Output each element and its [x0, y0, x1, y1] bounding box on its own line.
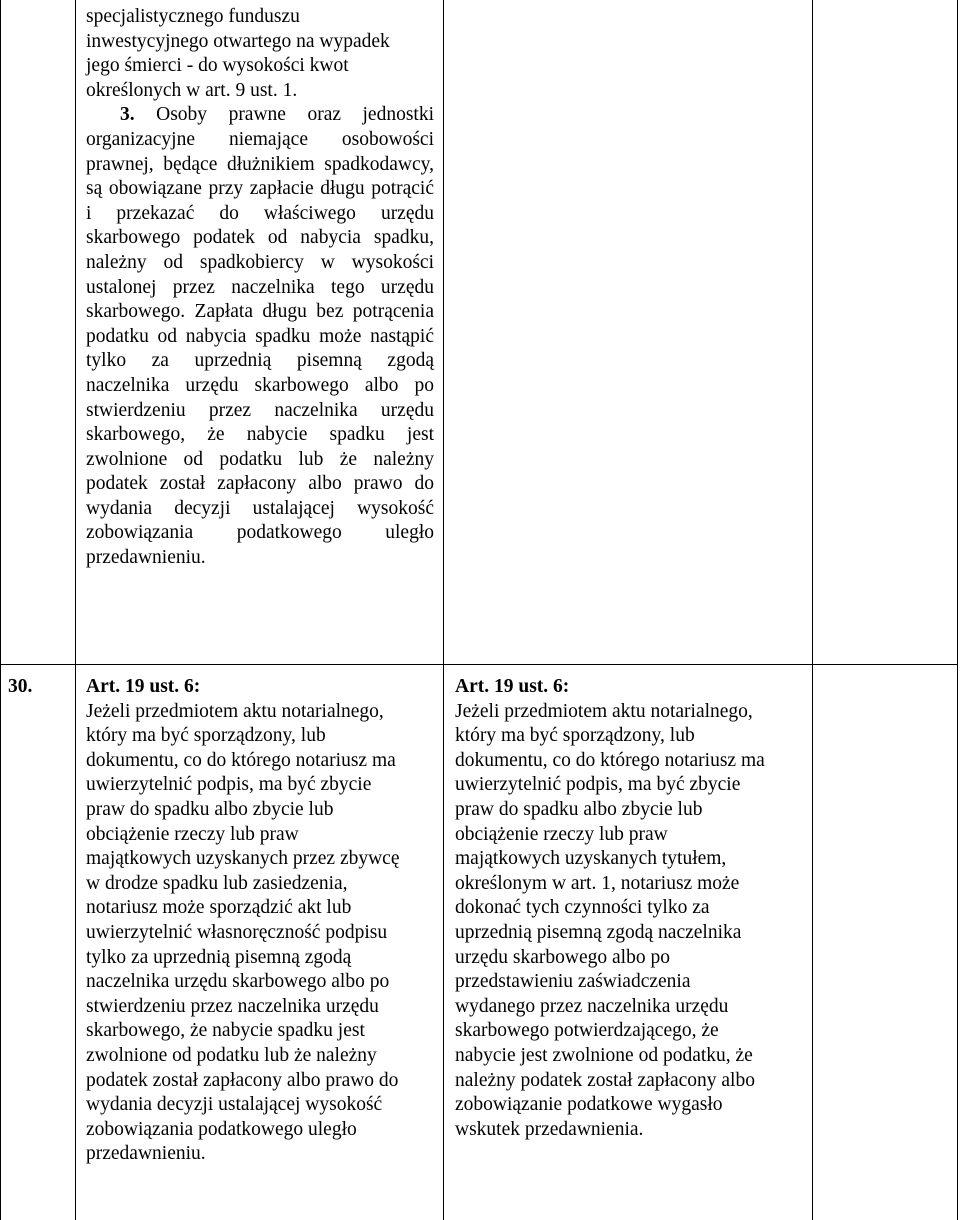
point-text: Osoby prawne oraz jednostki organizacyjne niemające osobowości prawnej, będące dłużnikiem spadkodawcy, są obowiązane przy zapłacie długu potrącić i przekazać do właściwego urzędu skarbowego podatek od nabycia spadku, należny od spadkobiercy w wysokości ustalonej przez naczelnika tego urzędu skarbowego. Zapłata długu bez potrącenia podatku od nabycia spadku może nastąpić tylko za uprzednią pisemną zgodą naczelnika urzędu skarbowego albo po stwierdzeniu przez naczelnika urzędu skarbowego, że nabycie spadku jest zwolnione od podatku lub że należny podatek został zapłacony albo prawo do wydania decyzji ustalającej wysokość zobowiązania podatkowego uległo przedawnieniu.	[86, 104, 435, 569]
text-line: notariusz może sporządzić akt lub	[86, 897, 352, 919]
text-line: wskutek przedawnienia.	[455, 1118, 644, 1140]
text-line: wydanego przez naczelnika urzędu	[455, 995, 729, 1017]
point-3-paragraph	[86, 103, 434, 570]
text-line: wydania decyzji ustalającej wysokość	[86, 1094, 383, 1116]
table-border-col3	[812, 0, 813, 1220]
text-line: uwierzytelnić podpis, ma być zbycie	[86, 774, 372, 796]
text-line: uprzednią pisemną zgodą naczelnika	[455, 921, 742, 943]
text-line: Jeżeli przedmiotem aktu notarialnego,	[86, 700, 384, 722]
text-line: skarbowego, że nabycie spadku jest	[86, 1020, 365, 1042]
text-line: przedstawieniu zaświadczenia	[455, 971, 691, 993]
text-line: dokumentu, co do którego notariusz ma	[455, 749, 765, 771]
article-heading: Art. 19 ust. 6:	[455, 676, 570, 697]
point-number: 3.	[120, 104, 135, 126]
row30-proposed-text-cell	[455, 675, 807, 1142]
text-line: określonym w art. 1, notariusz może	[455, 872, 740, 894]
text-line: uwierzytelnić podpis, ma być zbycie	[455, 774, 741, 796]
text-line: praw do spadku albo zbycie lub	[455, 798, 703, 820]
text-line: stwierdzeniu przez naczelnika urzędu	[86, 995, 379, 1017]
text-line: praw do spadku albo zbycie lub	[86, 798, 334, 820]
text-line: obciążenie rzeczy lub praw	[86, 823, 299, 845]
row30-current-text-cell	[86, 675, 438, 1167]
text-line: inwestycyjnego otwartego na wypadek	[86, 30, 390, 52]
table-border-col2	[443, 0, 444, 1220]
table-border-right	[957, 0, 958, 1220]
text-line: Jeżeli przedmiotem aktu notarialnego,	[455, 700, 753, 722]
text-line: zobowiązania podatkowego uległo	[86, 1118, 357, 1140]
text-line: dokumentu, co do którego notariusz ma	[86, 749, 396, 771]
text-line: urzędu skarbowego albo po	[455, 946, 670, 968]
text-line: dokonać tych czynności tylko za	[455, 897, 710, 919]
text-line: tylko za uprzednią pisemną zgodą	[86, 946, 352, 968]
text-line: przedawnieniu.	[86, 1143, 206, 1165]
prev-row-ragged-lines	[86, 5, 434, 103]
text-line: specjalistycznego funduszu	[86, 6, 300, 27]
text-line: majątkowych uzyskanych przez zbywcę	[86, 848, 400, 870]
article-heading: Art. 19 ust. 6:	[86, 676, 201, 697]
text-line: należny podatek został zapłacony albo	[455, 1069, 755, 1091]
row-number: 30.	[8, 676, 33, 697]
prev-row-text-cell	[86, 5, 434, 571]
text-line: który ma być sporządzony, lub	[455, 725, 695, 747]
text-line: majątkowych uzyskanych tytułem,	[455, 848, 727, 870]
row-separator	[0, 664, 958, 665]
table-border-left	[0, 0, 1, 1220]
text-line: zobowiązanie podatkowe wygasło	[455, 1094, 723, 1116]
text-line: skarbowego potwierdzającego, że	[455, 1020, 719, 1042]
text-line: jego śmierci - do wysokości kwot	[86, 55, 349, 77]
text-line: określonych w art. 9 ust. 1.	[86, 79, 298, 101]
text-line: naczelnika urzędu skarbowego albo po	[86, 971, 390, 993]
text-line: zwolnione od podatku lub że należny	[86, 1044, 377, 1066]
text-line: podatek został zapłacony albo prawo do	[86, 1069, 399, 1091]
text-line: nabycie jest zwolnione od podatku, że	[455, 1044, 753, 1066]
text-line: w drodze spadku lub zasiedzenia,	[86, 872, 348, 894]
text-line: uwierzytelnić własnoręczność podpisu	[86, 921, 388, 943]
text-line: który ma być sporządzony, lub	[86, 725, 326, 747]
table-border-col1	[75, 0, 76, 1220]
text-line: obciążenie rzeczy lub praw	[455, 823, 668, 845]
